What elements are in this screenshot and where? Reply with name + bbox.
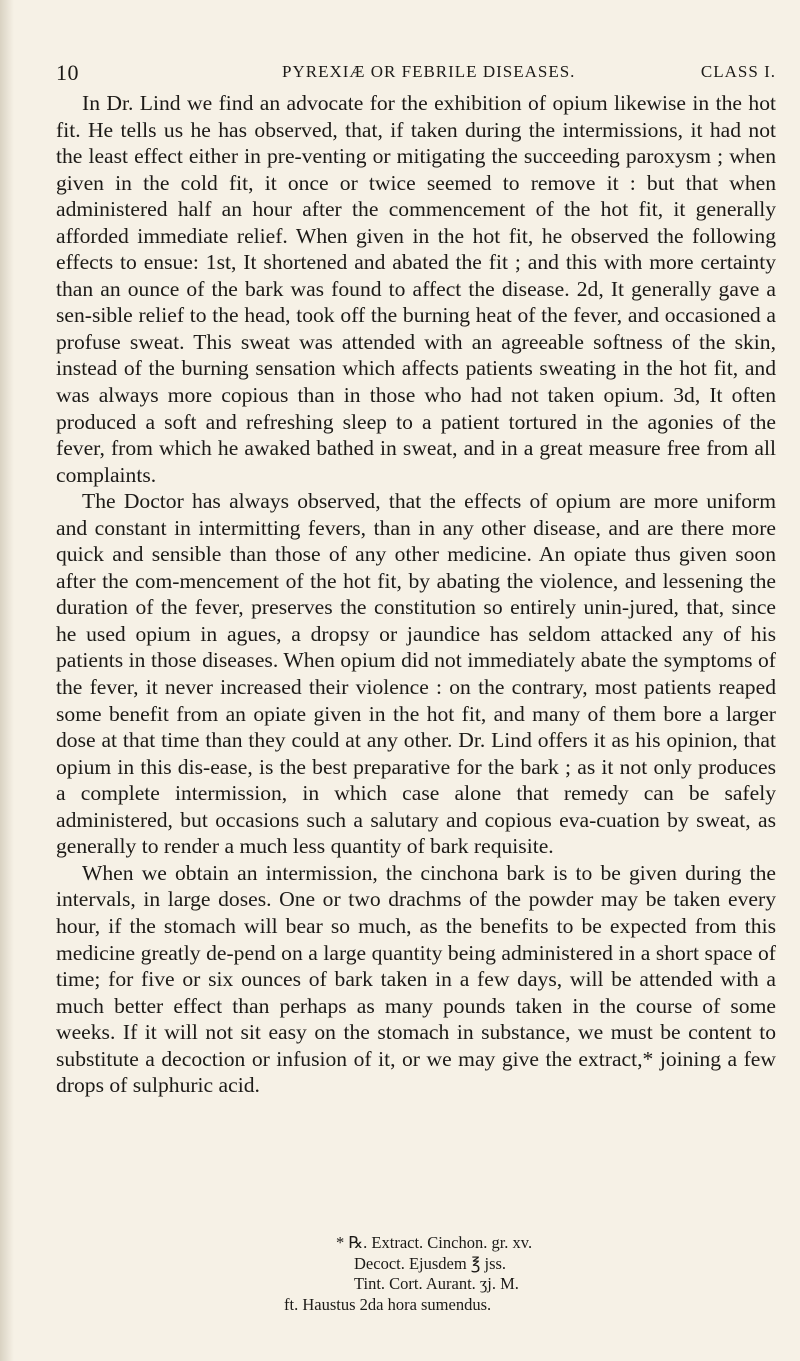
paragraph-lind-opium: In Dr. Lind we find an advocate for the exhibition of opium likewise in the hot fit. He tells us he has observed, that, if taken during the intermissions, it had not the least effect either in pre-venting or mitigating the succeeding paroxysm ; when given in the cold fit, it once or twice seemed to remove it : but that when administered half an hour after the commencement of the hot fit, it generally afforded immediate relief. When given in the hot fit, he observed the following effects to ensue: 1st, It shortened and abated the fit ; and this with more certainty than an ounce of the bark was found to affect the disease. 2d, It generally gave a sen-sible relief to the head, took off the burning heat of the fever, and occasioned a profuse sweat. This sweat was attended with an agreeable softness of the skin, instead of the burning sensation which affects patients sweating in the hot fit, and was always more copious than in those who had not taken opium. 3d, It often produced a soft and refreshing sleep to a patient tortured in the agonies of the fever, from which he awaked bathed in sweat, and in a great measure free from all complaints. xyxy=(56,91,776,487)
page-number: 10 xyxy=(56,60,79,85)
class-label: CLASS I. xyxy=(700,62,776,81)
running-head xyxy=(56,60,776,90)
footnote-line: ft. Haustus 2da hora sumendus. xyxy=(284,1294,492,1314)
page-gutter-shadow xyxy=(0,0,14,1361)
paragraph-cinchona-bark: When we obtain an intermission, the cinchona bark is to be given during the intervals, in large doses. One or two drachms of the powder may be taken every hour, if the stomach will bear so much, as the benefits to be expected from this medicine greatly de-pend on a large quantity being administered in a short space of time; for five or six ounces of bark taken in a few days, will be attended with a much better effect than perhaps as many pounds taken in the course of some weeks. If it will not sit easy on the stomach in substance, we must be content to substitute a decoction or infusion of it, or we may give the extract,* joining a few drops of sulphuric acid. xyxy=(56,860,776,1098)
footnote-line: * ℞. Extract. Cinchon. gr. xv. xyxy=(336,1233,533,1252)
paragraph-doctor-observations: The Doctor has always observed, that the effects of opium are more uniform and constant in intermitting fevers, than in any other disease, and are there more quick and sensible than those of any other medicine. An opiate thus given soon after the com-mencement of the hot fit, by abating the violence, and lessening the duration of the fever, preserves the constitution so entirely unin-jured, that, since he used opium in agues, a dropsy or jaundice has seldom attacked any of his patients in those diseases. When opium did not immediately abate the symptoms of the fever, it never increased their violence : on the contrary, most patients reaped some benefit from an opiate given in the hot fit, and many of them bore a larger dose at that time than they could at any other. Dr. Lind offers it as his opinion, that opium in this dis-ease, is the best preparative for the bark ; as it not only produces a complete intermission, in which case alone that remedy can be safely administered, but occasions such a salutary and copious eva-cuation by sweat, as generally to render a much less quantity of bark requisite. xyxy=(56,489,776,859)
footnote-prescription xyxy=(56,1233,776,1315)
running-title: PYREXIÆ OR FEBRILE DISEASES. xyxy=(282,62,576,81)
body-text xyxy=(56,90,776,1099)
footnote-line: Decoct. Ejusdem ℥ jss. xyxy=(354,1253,507,1273)
footnote-line: Tint. Cort. Aurant. ʒj. M. xyxy=(354,1274,519,1293)
